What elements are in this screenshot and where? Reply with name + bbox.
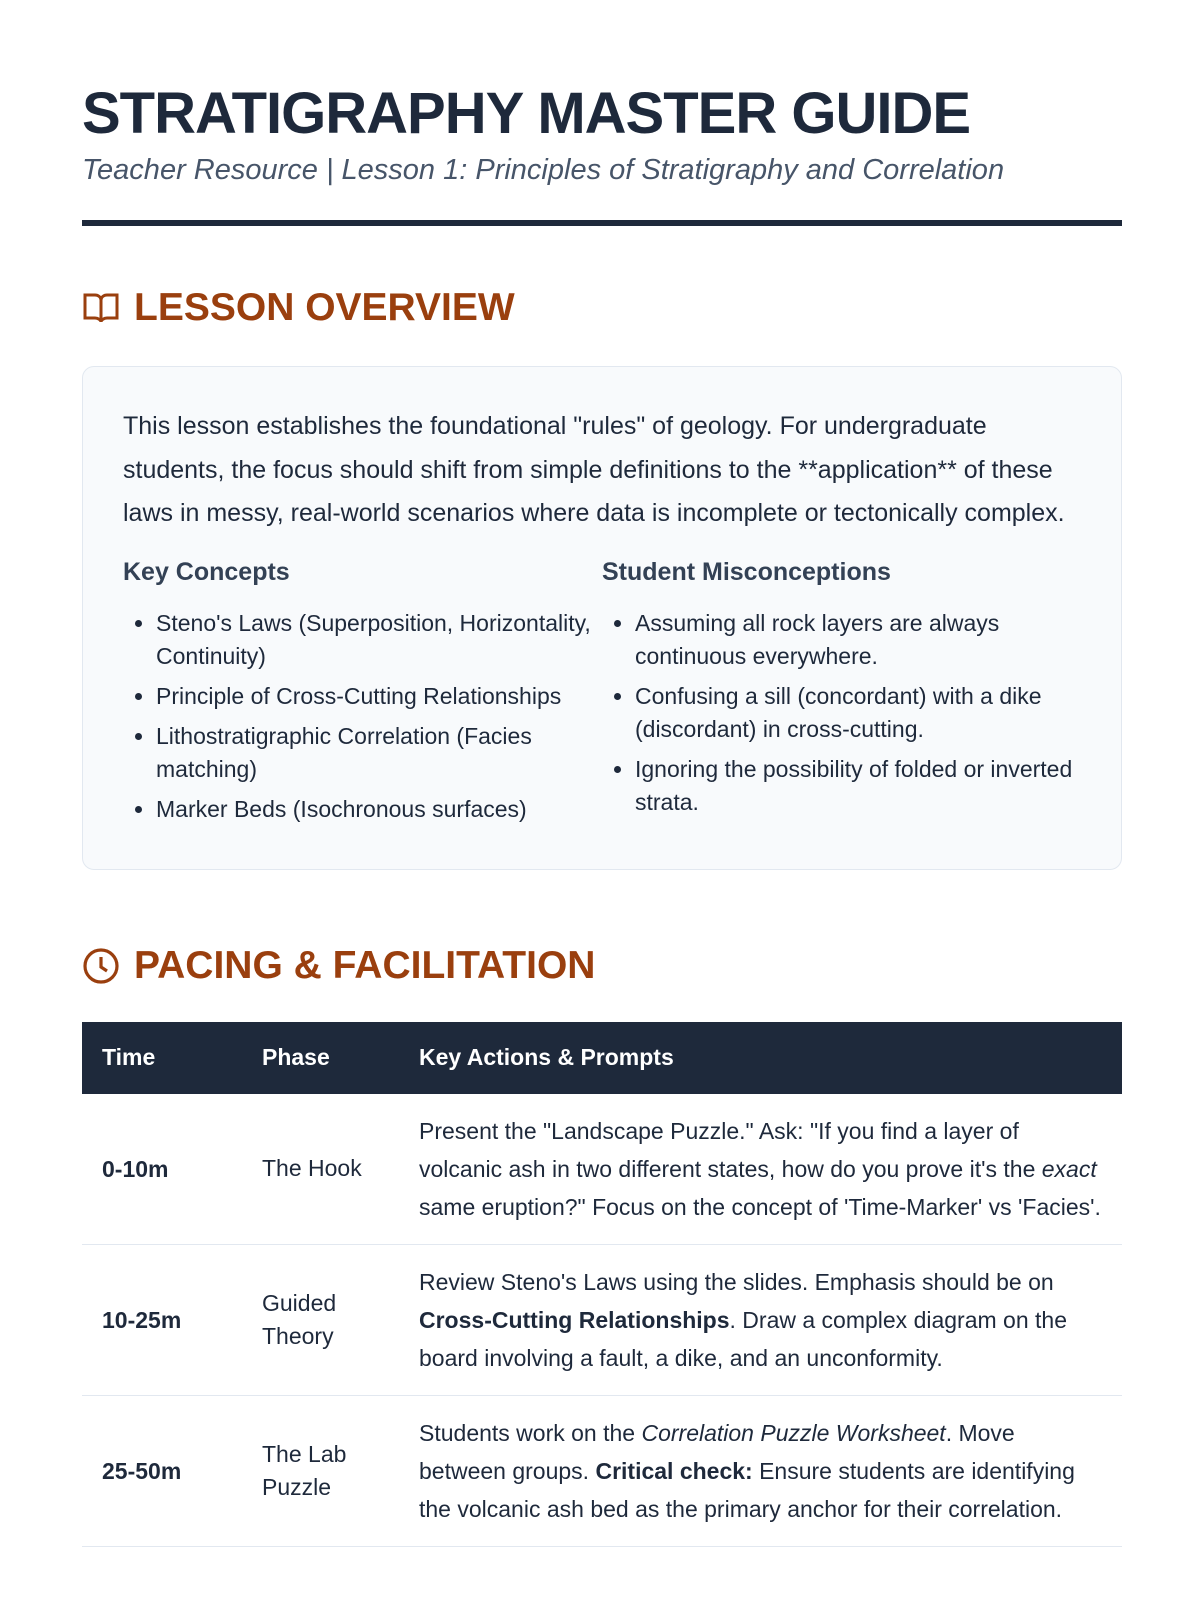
book-icon [82, 291, 120, 325]
column-header: Phase [262, 1044, 330, 1070]
time-cell: 0-10m [82, 1094, 242, 1245]
student-misconceptions [602, 558, 1081, 833]
overview-card [82, 366, 1122, 870]
list-item: • Steno's Laws (Superposition, Horizontality, Continuity) [156, 607, 602, 673]
list-item: • Assuming all rock layers are always continuous everywhere. [635, 607, 1081, 673]
list-item: • Ignoring the possibility of folded or inverted strata. [635, 753, 1081, 819]
actions-cell [399, 1395, 1122, 1546]
section-heading-overview [82, 282, 1120, 334]
text: Review Steno's Laws using the slides. Emphasis should be on [419, 1268, 1054, 1295]
bold-text: Cross-Cutting Relationships [419, 1306, 730, 1333]
list-item: • Principle of Cross-Cutting Relationships [156, 680, 602, 713]
table-row [82, 1094, 1122, 1245]
list-item: • Lithostratigraphic Correlation (Facies matching) [156, 720, 602, 786]
phase-cell: The Lab Puzzle [242, 1395, 399, 1546]
text: Present the "Landscape Puzzle." Ask: "If you find a layer of volcanic ash in two different states, how do you prove it's the [419, 1117, 1042, 1182]
overview-intro: This lesson establishes the foundational "rules" of geology. For undergraduate students, the focus should shift from simple definitions to the **application** of these laws in messy, real-world scenarios where data is incomplete or tectonically complex. [123, 412, 1065, 527]
time-cell: 10-25m [82, 1244, 242, 1395]
actions-cell [399, 1094, 1122, 1245]
page-title: STRATIGRAPHY MASTER GUIDE [82, 81, 971, 146]
header-divider [82, 220, 1122, 226]
table-row [82, 1395, 1122, 1546]
key-concepts [123, 558, 602, 833]
column-header: Key Actions & Prompts [419, 1044, 674, 1070]
text: . Move between groups. [419, 1419, 1015, 1484]
text: . Draw a complex diagram on the board involving a fault, a dike, and an unconformity. [419, 1306, 1068, 1371]
text: same eruption?" Focus on the concept of 'Time-Marker' vs 'Facies'. [419, 1193, 1101, 1220]
table-row [82, 1244, 1122, 1395]
clock-icon [82, 947, 120, 985]
section-title: LESSON OVERVIEW [134, 286, 515, 329]
list-item: • Confusing a sill (concordant) with a dike (discordant) in cross-cutting. [635, 680, 1081, 746]
column-header: Time [102, 1044, 156, 1070]
actions-cell [399, 1244, 1122, 1395]
text: Ensure students are identifying the volcanic ash bed as the primary anchor for their correlation. [419, 1457, 1075, 1522]
emphasis: exact [1041, 1155, 1097, 1182]
page-header [82, 82, 1120, 226]
page-subtitle: Teacher Resource | Lesson 1: Principles of Stratigraphy and Correlation [82, 154, 1005, 186]
section-title: PACING & FACILITATION [134, 943, 596, 987]
misconceptions-title: Student Misconceptions [602, 557, 891, 586]
list-item: • Marker Beds (Isochronous surfaces) [156, 793, 602, 826]
emphasis: Correlation Puzzle Worksheet [641, 1419, 946, 1446]
key-concepts-title: Key Concepts [123, 557, 290, 586]
bold-text: Critical check: [595, 1457, 753, 1484]
time-cell: 25-50m [82, 1395, 242, 1546]
phase-cell: The Hook [242, 1094, 399, 1245]
phase-cell: Guided Theory [242, 1244, 399, 1395]
text: Students work on the [419, 1419, 642, 1446]
pacing-table [82, 1022, 1122, 1547]
section-heading-pacing [82, 940, 1120, 992]
